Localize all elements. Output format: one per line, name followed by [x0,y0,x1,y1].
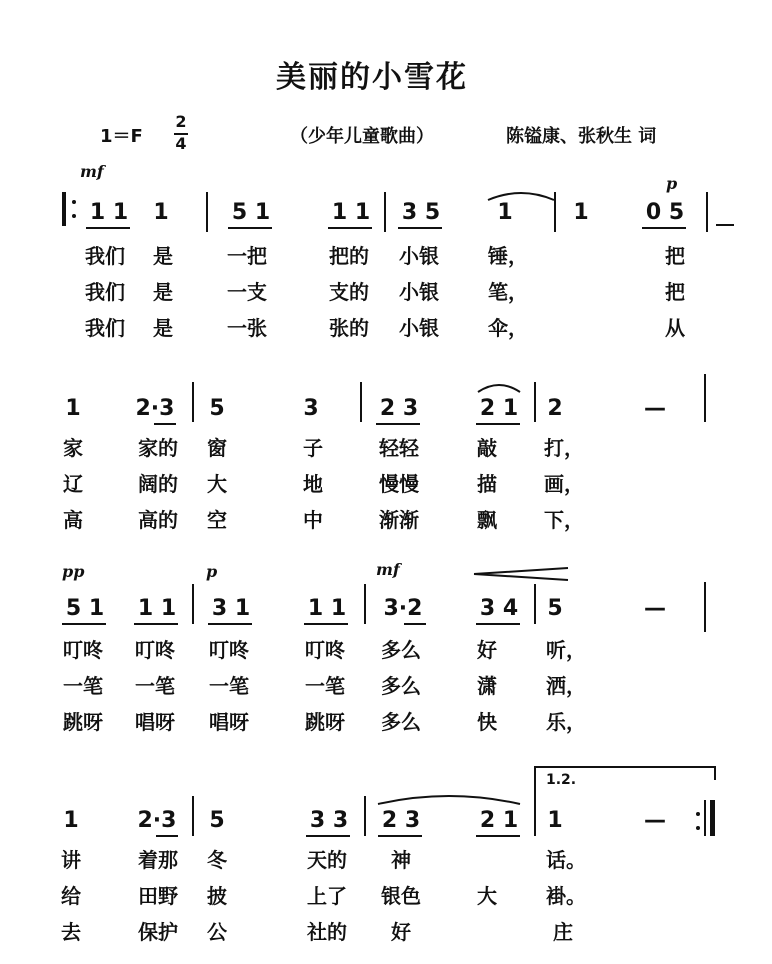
lyric: 空 [207,508,227,532]
beam-line [404,623,426,625]
note: 5 [209,808,225,833]
beam-line [154,423,176,425]
lyric: 跳呀 [305,710,345,734]
volta-bracket-top [534,766,716,768]
repeat-dot [72,214,76,218]
lyric: 大 [207,472,227,496]
lyric: 快 [477,710,497,734]
barline [704,582,706,632]
time-signature-top: 2 [175,112,187,131]
note: 1 [63,808,79,833]
lyric: 伞， [488,316,528,340]
lyric: 把 [665,280,685,304]
lyric: 是 [153,244,173,268]
note: 5 [209,396,225,421]
note: 3 5 [401,200,441,225]
note: 3 3 [309,808,349,833]
slur-arc [476,380,522,394]
note: 1 [547,808,563,833]
lyric: 好 [477,638,497,662]
lyric: 听， [546,638,586,662]
barline [384,192,386,232]
lyric: 我们 [85,280,125,304]
note: 1 [65,396,81,421]
lyric: 叮咚 [209,638,249,662]
barline [364,584,366,624]
song-title: 美丽的小雪花 [276,60,468,95]
lyric: 叮咚 [305,638,345,662]
note: 2 3 [379,396,419,421]
lyric: 慢慢 [379,472,419,496]
lyric: 一笔 [305,674,345,698]
lyric: 把的 [329,244,369,268]
lyric: 家的 [138,436,178,460]
beam-line [378,835,422,837]
note: — [644,596,666,621]
barline [192,584,194,624]
repeat-dot [696,812,700,816]
lyric: 窗 [207,436,227,460]
time-signature-bottom: 4 [175,134,187,153]
note: 1 1 [89,200,129,225]
lyric: 天的 [307,848,347,872]
lyric: 家 [63,436,83,460]
lyric: 把 [665,244,685,268]
lyric: 乐， [546,710,586,734]
lyric: 阔的 [138,472,178,496]
lyric: 支的 [329,280,369,304]
beam-line [398,227,442,229]
note: 1 1 [307,596,347,621]
lyric: 是 [153,280,173,304]
note: 2 3 [381,808,421,833]
lyric: 画， [544,472,584,496]
beam-line [376,423,420,425]
lyric: 多么 [381,638,421,662]
beam-line [228,227,272,229]
lyric: 一笔 [135,674,175,698]
lyric: 我们 [85,244,125,268]
lyric: 去 [61,920,81,944]
lyric: 田野 [138,884,178,908]
note: 3·2 [383,596,423,621]
barline [554,192,556,232]
note: 3 [303,396,319,421]
lyric: 下， [544,508,584,532]
barline [706,192,708,232]
lyric: 子 [303,436,323,460]
lyric: 冬 [207,848,227,872]
barline [206,192,208,232]
note: 2 1 [479,808,519,833]
note: 3 4 [479,596,519,621]
lyric: 一把 [227,244,267,268]
note: 1 1 [331,200,371,225]
lyric: 从 [665,316,685,340]
note: 1 [153,200,169,225]
lyric: 公 [207,920,227,944]
lyric: 打， [544,436,584,460]
lyric: 小银 [399,316,439,340]
lyric: 上了 [307,884,347,908]
beam-line [134,623,178,625]
barline [192,382,194,422]
lyric: 小银 [399,280,439,304]
song-subtitle: （少年儿童歌曲） [290,126,434,147]
note: — [644,396,666,421]
note: 5 1 [65,596,105,621]
volta-label: 1.2. [546,772,577,788]
note: 1 [497,200,513,225]
beam-line [328,227,372,229]
lyric: 辽 [63,472,83,496]
note: 5 [547,596,563,621]
lyric: 飘 [477,508,497,532]
lyric: 笔， [488,280,528,304]
lyricist-credit: 陈镒康、张秋生 词 [506,126,657,147]
beam-line [86,227,130,229]
lyric: 跳呀 [63,710,103,734]
barline [360,382,362,422]
note: 2·3 [135,396,175,421]
lyric: 一笔 [63,674,103,698]
beam-line [476,623,520,625]
dynamic-p: p [666,174,678,193]
beam-line [306,835,350,837]
lyric: 张的 [329,316,369,340]
lyric: 给 [61,884,81,908]
note: 2 [547,396,563,421]
lyric: 一笔 [209,674,249,698]
lyric: 银色 [381,884,421,908]
note: 2·3 [137,808,177,833]
lyric: 着那 [138,848,178,872]
lyric: 敲 [477,436,497,460]
dynamic-pp: pp [62,562,85,581]
lyric: 叮咚 [63,638,103,662]
lyric: 好 [391,920,411,944]
lyric: 披 [207,884,227,908]
lyric: 潇 [477,674,497,698]
lyric: 褂。 [546,884,586,908]
lyric: 讲 [61,848,81,872]
note: 5 1 [231,200,271,225]
note: 2 1 [479,396,519,421]
repeat-end-barline-thin [704,800,706,836]
key-signature: 1＝F [100,126,143,147]
lyric: 神 [391,848,411,872]
lyric: 描 [477,472,497,496]
beam-line [208,623,252,625]
lyric: 大 [477,884,497,908]
beam-line [476,423,520,425]
lyric: 小银 [399,244,439,268]
lyric: 庄 [553,920,573,944]
barline [704,374,706,422]
lyric: 高 [63,508,83,532]
lyric: 锤， [488,244,528,268]
dynamic-mf: mf [80,162,104,181]
lyric: 高的 [138,508,178,532]
barline [534,796,536,836]
beam-line [642,227,686,229]
lyric: 保护 [138,920,178,944]
lyric: 多么 [381,674,421,698]
note: 1 1 [137,596,177,621]
beam-line [156,835,178,837]
lyric: 地 [303,472,323,496]
lyric: 轻轻 [379,436,419,460]
lyric: 洒， [546,674,586,698]
barline [192,796,194,836]
lyric: 社的 [307,920,347,944]
lyric: 叮咚 [135,638,175,662]
barline [534,382,536,422]
dash-line [716,224,734,226]
lyric: 是 [153,316,173,340]
dynamic-mf: mf [376,560,400,579]
repeat-end-barline-thick [710,800,715,836]
dynamic-p: p [206,562,218,581]
lyric: 一张 [227,316,267,340]
lyric: 多么 [381,710,421,734]
lyric: 唱呀 [135,710,175,734]
lyric: 一支 [227,280,267,304]
repeat-dot [696,826,700,830]
crescendo-hairpin [472,566,570,582]
lyric: 中 [303,508,323,532]
beam-line [304,623,348,625]
note: — [644,808,666,833]
repeat-start-barline [62,192,66,226]
lyric: 唱呀 [209,710,249,734]
lyric: 话。 [546,848,586,872]
lyric: 渐渐 [379,508,419,532]
note: 1 [573,200,589,225]
barline [364,796,366,836]
barline [534,584,536,624]
note: 0 5 [645,200,685,225]
beam-line [476,835,520,837]
volta-bracket-right [714,766,716,780]
lyric: 我们 [85,316,125,340]
slur-arc [376,792,522,806]
note: 3 1 [211,596,251,621]
repeat-dot [72,200,76,204]
beam-line [62,623,106,625]
